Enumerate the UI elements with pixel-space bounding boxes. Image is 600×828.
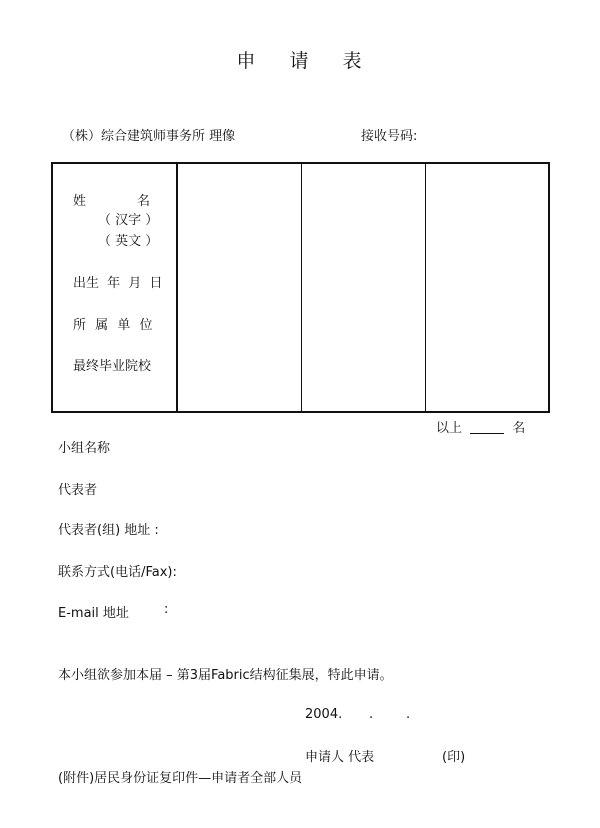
statement-text: 本小组欲参加本届 – 第3届Fabric结构征集展，特此申请。 <box>58 668 393 683</box>
date-year: 2004. <box>305 707 343 722</box>
email-label: E-mail 地址 <box>58 606 129 621</box>
date-day-dot: . <box>406 707 411 722</box>
school-label: 最终毕业院校 <box>73 359 152 374</box>
date-month-dot: . <box>369 707 374 722</box>
name-label-first: 姓 <box>73 194 87 209</box>
name-label-second: 名 <box>137 194 151 209</box>
member-count-note <box>436 417 525 436</box>
seal-label: (印) <box>442 750 466 765</box>
organization-char: 所 <box>73 318 87 333</box>
title-char: 请 <box>289 50 311 72</box>
member-count-prefix: 以上 <box>436 421 463 436</box>
signature-label: 申请人 代表 <box>305 750 375 765</box>
birth-date-label <box>73 272 162 291</box>
name-hanzi-label: （ 汉字 ） <box>98 213 159 228</box>
organization-char: 位 <box>139 318 153 333</box>
title-char: 申 <box>236 50 258 72</box>
email-colon: : <box>164 602 169 617</box>
birth-date-part: 出生 <box>73 276 100 291</box>
table-divider <box>425 164 426 411</box>
receipt-number-label: 接收号码: <box>361 129 418 144</box>
organization-label <box>73 314 152 333</box>
birth-date-part: 年 <box>107 276 121 291</box>
member-count-suffix: 名 <box>512 421 526 436</box>
member-count-blank[interactable] <box>470 433 504 434</box>
table-divider <box>176 164 178 411</box>
organization-char: 单 <box>117 318 131 333</box>
attachment-note: (附件)居民身份证复印件—申请者全部人员 <box>58 771 303 786</box>
company-name: （株）综合建筑师事务所 理像 <box>62 129 236 144</box>
contact-label: 联系方式(电话/Fax): <box>58 565 177 580</box>
group-name-label: 小组名称 <box>58 441 111 456</box>
birth-date-part: 日 <box>149 276 163 291</box>
representative-label: 代表者 <box>58 483 98 498</box>
applicant-table <box>51 162 550 413</box>
address-label: 代表者(组) 地址 : <box>58 523 159 538</box>
birth-date-part: 月 <box>128 276 142 291</box>
organization-char: 属 <box>95 318 109 333</box>
name-english-label: （ 英文 ） <box>98 234 159 249</box>
table-divider <box>301 164 302 411</box>
title-char: 表 <box>342 50 364 72</box>
page-title <box>0 46 600 73</box>
